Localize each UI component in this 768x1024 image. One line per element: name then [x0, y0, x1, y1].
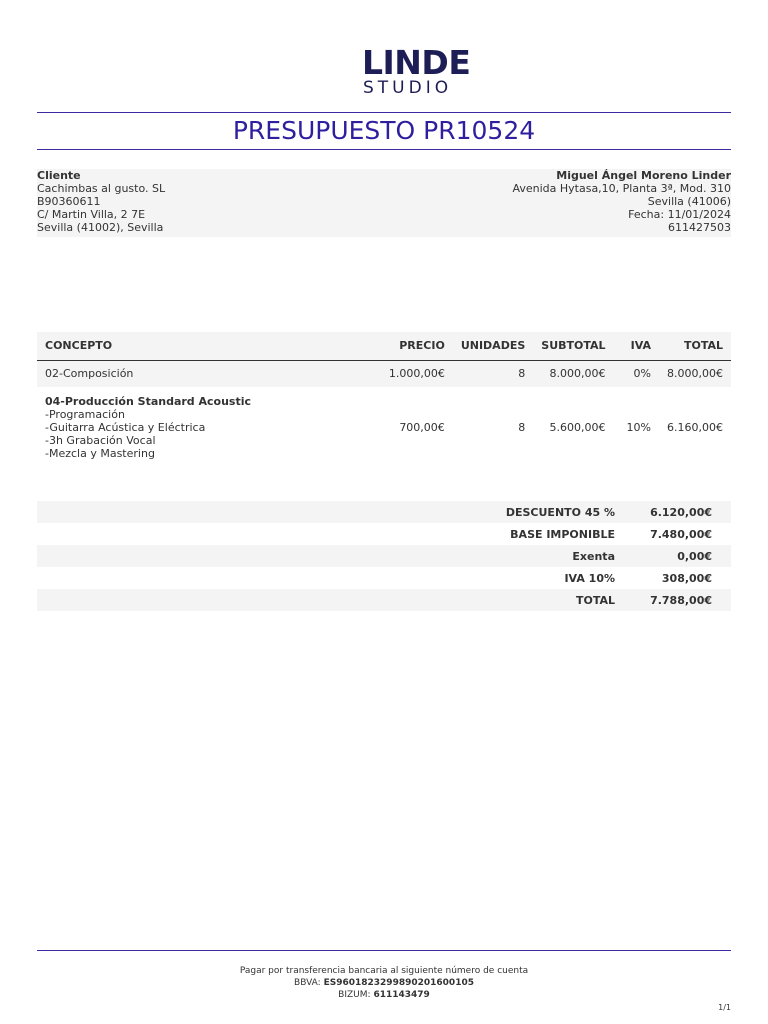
- row-price: 1.000,00€: [359, 360, 453, 387]
- row-iva: 10%: [626, 420, 651, 434]
- totals-row-discount: [37, 501, 731, 523]
- page-number: 1/1: [718, 1003, 731, 1012]
- row-detail-line: -Programación: [45, 407, 125, 421]
- totals-block: [37, 501, 731, 611]
- provider-city: Sevilla (41006): [647, 195, 731, 208]
- row-total: 8.000,00€: [659, 360, 731, 387]
- table-row: [37, 387, 731, 467]
- totals-value: 0,00€: [677, 550, 712, 563]
- row-subtotal: 5.600,00€: [549, 420, 606, 434]
- client-name: Cachimbas al gusto. SL: [37, 182, 166, 195]
- totals-value: 6.120,00€: [650, 506, 712, 519]
- table-row: [37, 360, 731, 387]
- totals-row-exenta: [37, 545, 731, 567]
- payment-note: Pagar por transferencia bancaria al siguiente número de cuenta: [239, 966, 529, 976]
- bank-label: BBVA:: [294, 978, 321, 988]
- title-top-rule: [37, 112, 731, 113]
- row-concept: 04-Producción Standard Acoustic: [45, 394, 252, 408]
- totals-row-base: [37, 523, 731, 545]
- totals-label: IVA 10%: [564, 572, 615, 585]
- column-header-precio: PRECIO: [359, 332, 453, 360]
- totals-value: 7.480,00€: [650, 528, 712, 541]
- bizum-line: [37, 989, 731, 1001]
- row-concept-cell: [37, 387, 359, 467]
- column-header-unidades: UNIDADES: [453, 332, 533, 360]
- bank-line: [37, 977, 731, 989]
- totals-label: Exenta: [572, 550, 615, 563]
- payment-footer: [37, 965, 731, 1001]
- row-detail-line: -Mezcla y Mastering: [45, 446, 155, 460]
- provider-name: Miguel Ángel Moreno Linder: [556, 169, 731, 182]
- totals-label: TOTAL: [575, 594, 615, 607]
- totals-value: 7.788,00€: [650, 594, 712, 607]
- provider-info: [512, 169, 731, 234]
- totals-row-iva: [37, 567, 731, 589]
- logo-subname: STUDIO: [363, 78, 453, 98]
- row-total: 6.160,00€: [667, 420, 723, 434]
- row-subtotal: 8.000,00€: [533, 360, 613, 387]
- column-header-total: TOTAL: [659, 332, 731, 360]
- bizum-label: BIZUM:: [338, 990, 371, 1000]
- logo-name: LINDE: [362, 43, 471, 82]
- row-price: 700,00€: [399, 420, 445, 434]
- client-tax-id: B90360611: [37, 195, 101, 208]
- row-units: 8: [518, 420, 526, 434]
- provider-address: Avenida Hytasa,10, Planta 3ª, Mod. 310: [512, 182, 731, 195]
- totals-row-total: [37, 589, 731, 611]
- document-date: Fecha: 11/01/2024: [628, 208, 731, 221]
- items-table: [37, 332, 731, 467]
- table-header-row: [37, 332, 731, 360]
- document-title: PRESUPUESTO PR10524: [232, 116, 536, 145]
- column-header-iva: IVA: [614, 332, 659, 360]
- row-iva: 0%: [614, 360, 659, 387]
- row-concept: 02-Composición: [37, 360, 359, 387]
- column-header-subtotal: SUBTOTAL: [533, 332, 613, 360]
- client-address: C/ Martin Villa, 2 7E: [37, 208, 146, 221]
- footer-rule: [37, 950, 731, 951]
- totals-value: 308,00€: [661, 572, 712, 585]
- client-heading: Cliente: [37, 169, 81, 182]
- parties-block: [37, 169, 731, 237]
- bizum-number: 611143479: [373, 990, 430, 1000]
- column-header-concepto: CONCEPTO: [37, 332, 359, 360]
- totals-label: BASE IMPONIBLE: [510, 528, 615, 541]
- row-detail-line: -Guitarra Acústica y Eléctrica: [45, 420, 206, 434]
- bank-account: ES9601823299890201600105: [323, 978, 474, 988]
- sound-wave-icon: [288, 43, 360, 99]
- row-detail-line: -3h Grabación Vocal: [45, 433, 156, 447]
- provider-phone: 611427503: [668, 221, 731, 234]
- client-info: [37, 169, 165, 234]
- totals-label: DESCUENTO 45 %: [505, 506, 615, 519]
- row-units: 8: [453, 360, 533, 387]
- title-bottom-rule: [37, 149, 731, 150]
- client-city: Sevilla (41002), Sevilla: [37, 221, 164, 234]
- studio-logo: [288, 43, 471, 99]
